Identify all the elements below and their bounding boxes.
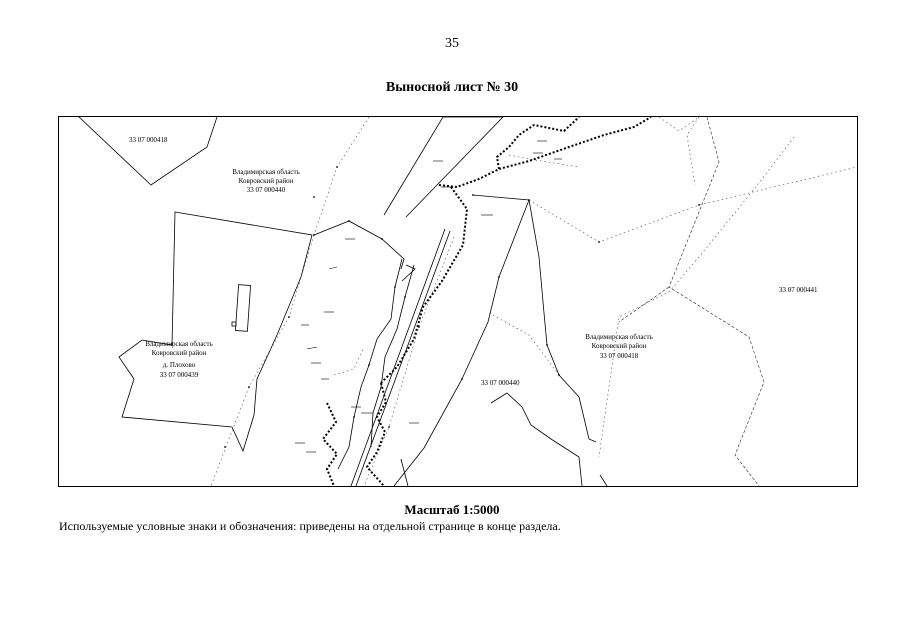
boundary-markers bbox=[224, 166, 700, 448]
svg-text:Ковровский район: Ковровский район bbox=[238, 177, 294, 185]
svg-text:33 07 000440: 33 07 000440 bbox=[246, 186, 286, 194]
boundary-south-loop bbox=[600, 475, 607, 486]
boundary-road-corridor bbox=[314, 221, 404, 269]
boundary-river-bank-right bbox=[371, 265, 414, 447]
map-frame bbox=[58, 116, 858, 487]
sheet-title: Выносной лист № 30 bbox=[385, 80, 519, 95]
svg-text:Владимирская область: Владимирская область bbox=[232, 168, 300, 176]
boundary-railway bbox=[351, 229, 445, 486]
building-plokhovo bbox=[235, 285, 250, 332]
label-parcel-418-top: 33 07 000418 bbox=[129, 136, 168, 144]
label-region-418 bbox=[585, 333, 653, 360]
svg-text:Владимирская область: Владимирская область bbox=[145, 340, 213, 348]
label-region-439 bbox=[145, 340, 213, 379]
label-region-440 bbox=[232, 168, 300, 194]
svg-text:Владимирская область: Владимирская область bbox=[585, 333, 653, 341]
boundary-parcel-418-top bbox=[79, 117, 217, 185]
legend-note: Используемые условные знаки и обозначения: приведены на отдельной странице в конце раздела. bbox=[59, 519, 561, 533]
label-parcel-441: 33 07 000441 bbox=[779, 286, 818, 294]
boundary-parcel-439 bbox=[119, 212, 312, 451]
boundary-parcel-418-right bbox=[394, 195, 529, 486]
boundary-south-left bbox=[401, 459, 408, 486]
boundary-south-block bbox=[491, 393, 582, 486]
scale-label: Масштаб 1:5000 bbox=[404, 502, 500, 517]
svg-text:33 07 000418: 33 07 000418 bbox=[599, 352, 639, 360]
feature-ticks bbox=[295, 141, 562, 452]
svg-text:Ковровский район: Ковровский район bbox=[151, 349, 207, 357]
boundary-strip-upper bbox=[384, 117, 503, 217]
page-number: 35 bbox=[445, 36, 459, 51]
boundary-parcel-418-east bbox=[529, 200, 596, 442]
dotted-lines bbox=[211, 117, 857, 486]
label-quarter-440-mid: 33 07 000440 bbox=[481, 379, 520, 387]
svg-text:33 07 000439: 33 07 000439 bbox=[159, 371, 199, 379]
svg-text:Ковровский район: Ковровский район bbox=[591, 342, 647, 350]
cadastral-map bbox=[59, 117, 857, 486]
boundary-river-bank-left bbox=[338, 259, 402, 469]
svg-text:д. Плохово: д. Плохово bbox=[162, 361, 196, 369]
dashed-lines-east bbox=[619, 117, 764, 486]
